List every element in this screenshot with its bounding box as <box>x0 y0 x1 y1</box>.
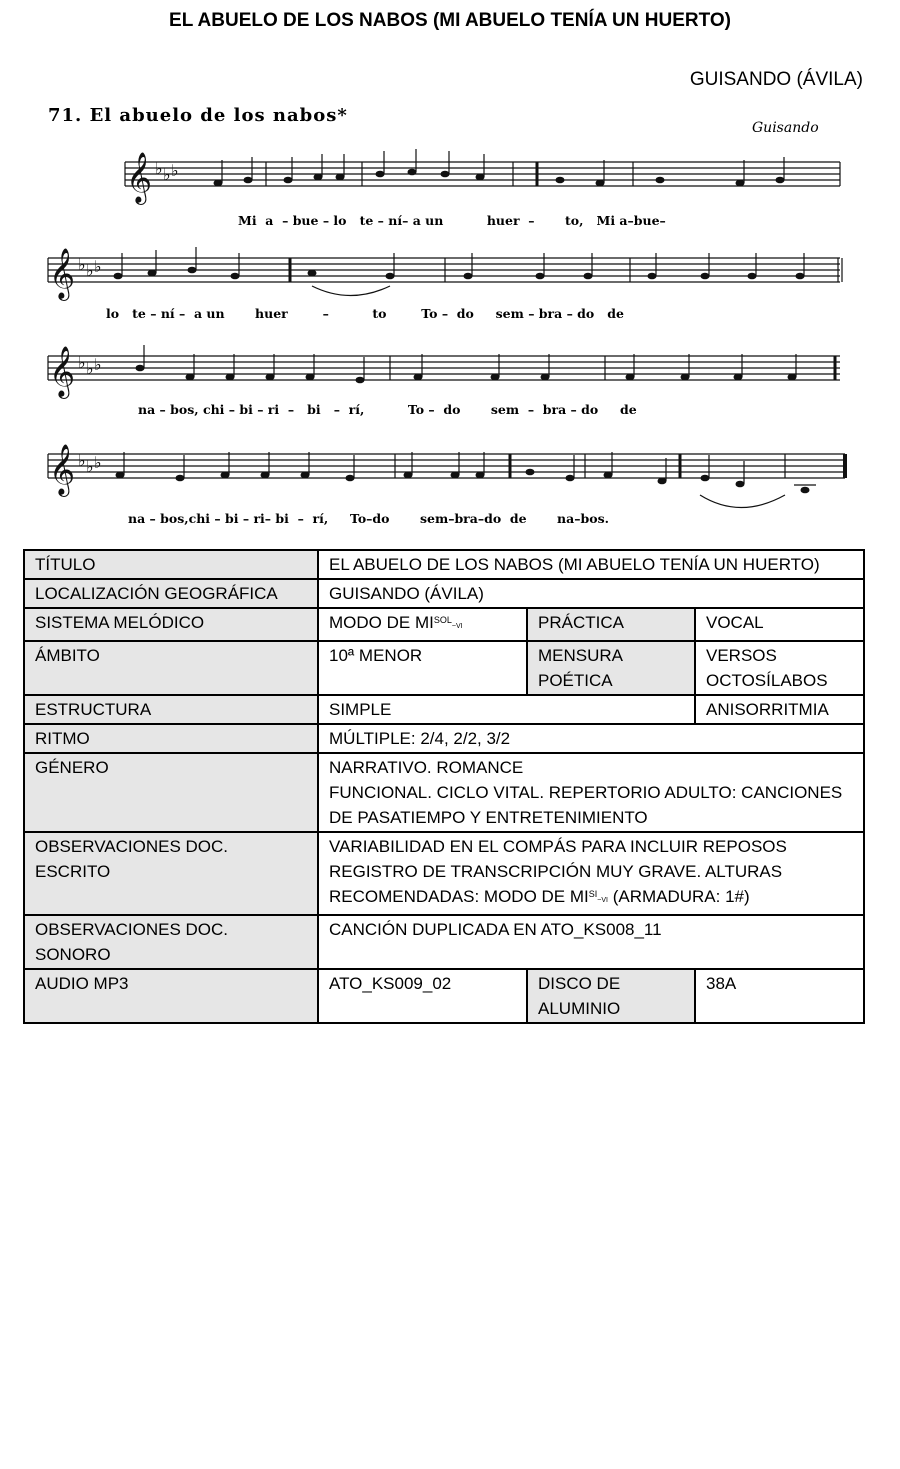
ambito-value: 10ª MENOR <box>318 641 527 695</box>
estructura-value: SIMPLE <box>318 695 695 724</box>
obs-sonoro-label: OBSERVACIONES DOC. SONORO <box>24 915 318 969</box>
staff-system-2 <box>48 258 842 282</box>
audio-value: ATO_KS009_02 <box>318 969 527 1023</box>
svg-text:♭: ♭ <box>171 161 179 180</box>
treble-clef-icon: 𝄞 <box>49 346 76 397</box>
obs-escrito-sup: SI <box>588 889 598 899</box>
svg-text:♭: ♭ <box>86 359 94 378</box>
lyric-line-3: na – bos, chi – bi – ri – bi – rí, To – do sem – bra – do de <box>138 402 637 417</box>
table-row <box>24 550 864 579</box>
lyric-line-2: lo te – ní – a un huer – to To – do sem – bra – do de <box>106 306 624 321</box>
svg-text:♭: ♭ <box>94 355 102 374</box>
table-row <box>24 724 864 753</box>
svg-text:♭: ♭ <box>78 255 86 274</box>
svg-text:♭: ♭ <box>163 165 171 184</box>
practica-value: VOCAL <box>695 608 864 641</box>
sistema-value <box>318 608 527 641</box>
obs-escrito-line-2b: (ARMADURA: 1#) <box>607 887 750 906</box>
sistema-sub: ~VI <box>451 623 463 630</box>
ritmo-label: RITMO <box>24 724 318 753</box>
disco-label: DISCO DE ALUMINIO <box>527 969 695 1023</box>
obs-escrito-value <box>318 832 864 915</box>
table-row <box>24 753 864 832</box>
location-label: GUISANDO (ÁVILA) <box>689 69 863 90</box>
metadata-table <box>23 549 865 1024</box>
svg-text:♭: ♭ <box>155 159 163 178</box>
obs-escrito-line-2a: REGISTRO DE TRANSCRIPCIÓN MUY GRAVE. ALTURAS RECOMENDADAS: MODO DE MI <box>329 862 783 906</box>
genero-label: GÉNERO <box>24 753 318 832</box>
svg-text:♭: ♭ <box>78 353 86 372</box>
table-row <box>24 969 864 1023</box>
disco-value: 38A <box>695 969 864 1023</box>
table-row <box>24 832 864 915</box>
obs-escrito-line-2 <box>329 859 853 913</box>
lyric-line-4: na – bos,chi – bi – ri– bi – rí, To–do sem–bra–do de na–bos. <box>128 511 609 526</box>
audio-label: AUDIO MP3 <box>24 969 318 1023</box>
staff-system-3 <box>48 356 840 380</box>
genero-value <box>318 753 864 832</box>
treble-clef-icon: 𝄞 <box>126 152 153 203</box>
svg-text:♭: ♭ <box>86 457 94 476</box>
sistema-label: SISTEMA MELÓDICO <box>24 608 318 641</box>
mensura-value: VERSOS OCTOSÍLABOS <box>695 641 864 695</box>
genero-line-2: FUNCIONAL. CICLO VITAL. REPERTORIO ADULTO: CANCIONES DE PASATIEMPO Y ENTRETENIMIENTO <box>329 783 843 827</box>
obs-sonoro-value: CANCIÓN DUPLICADA EN ATO_KS008_11 <box>318 915 864 969</box>
estructura-label: ESTRUCTURA <box>24 695 318 724</box>
score-place: Guisando <box>752 120 819 136</box>
svg-text:♭: ♭ <box>94 453 102 472</box>
localizacion-value: GUISANDO (ÁVILA) <box>318 579 864 608</box>
obs-escrito-sub: ~VI <box>597 897 608 904</box>
table-row <box>24 915 864 969</box>
ambito-label: ÁMBITO <box>24 641 318 695</box>
table-row <box>24 579 864 608</box>
treble-clef-icon: 𝄞 <box>49 248 76 299</box>
page-title: EL ABUELO DE LOS NABOS (MI ABUELO TENÍA UN HUERTO) <box>169 10 731 31</box>
localizacion-label: LOCALIZACIÓN GEOGRÁFICA <box>24 579 318 608</box>
mensura-label: MENSURA POÉTICA <box>527 641 695 695</box>
obs-escrito-label: OBSERVACIONES DOC. ESCRITO <box>24 832 318 915</box>
estructura-extra: ANISORRITMIA <box>695 695 864 724</box>
table-row <box>24 608 864 641</box>
svg-text:♭: ♭ <box>86 261 94 280</box>
titulo-value: EL ABUELO DE LOS NABOS (MI ABUELO TENÍA UN HUERTO) <box>318 550 864 579</box>
staff-system-4 <box>48 454 845 478</box>
svg-text:♭: ♭ <box>78 451 86 470</box>
score-heading: 71. El abuelo de los nabos* <box>48 105 348 126</box>
titulo-label: TÍTULO <box>24 550 318 579</box>
obs-escrito-line-1: VARIABILIDAD EN EL COMPÁS PARA INCLUIR REPOSOS <box>329 837 787 856</box>
treble-clef-icon: 𝄞 <box>49 444 76 495</box>
staff-system-1 <box>125 162 840 186</box>
sistema-value-text: MODO DE MI <box>329 613 434 632</box>
sistema-sup: SOL <box>433 615 452 625</box>
svg-text:♭: ♭ <box>94 257 102 276</box>
table-row <box>24 695 864 724</box>
ritmo-value: MÚLTIPLE: 2/4, 2/2, 3/2 <box>318 724 864 753</box>
practica-label: PRÁCTICA <box>527 608 695 641</box>
table-row <box>24 641 864 695</box>
genero-line-1: NARRATIVO. ROMANCE <box>329 758 524 777</box>
lyric-line-1: Mi a – bue – lo te – ní– a un huer – to, Mi a–bue– <box>238 213 666 228</box>
